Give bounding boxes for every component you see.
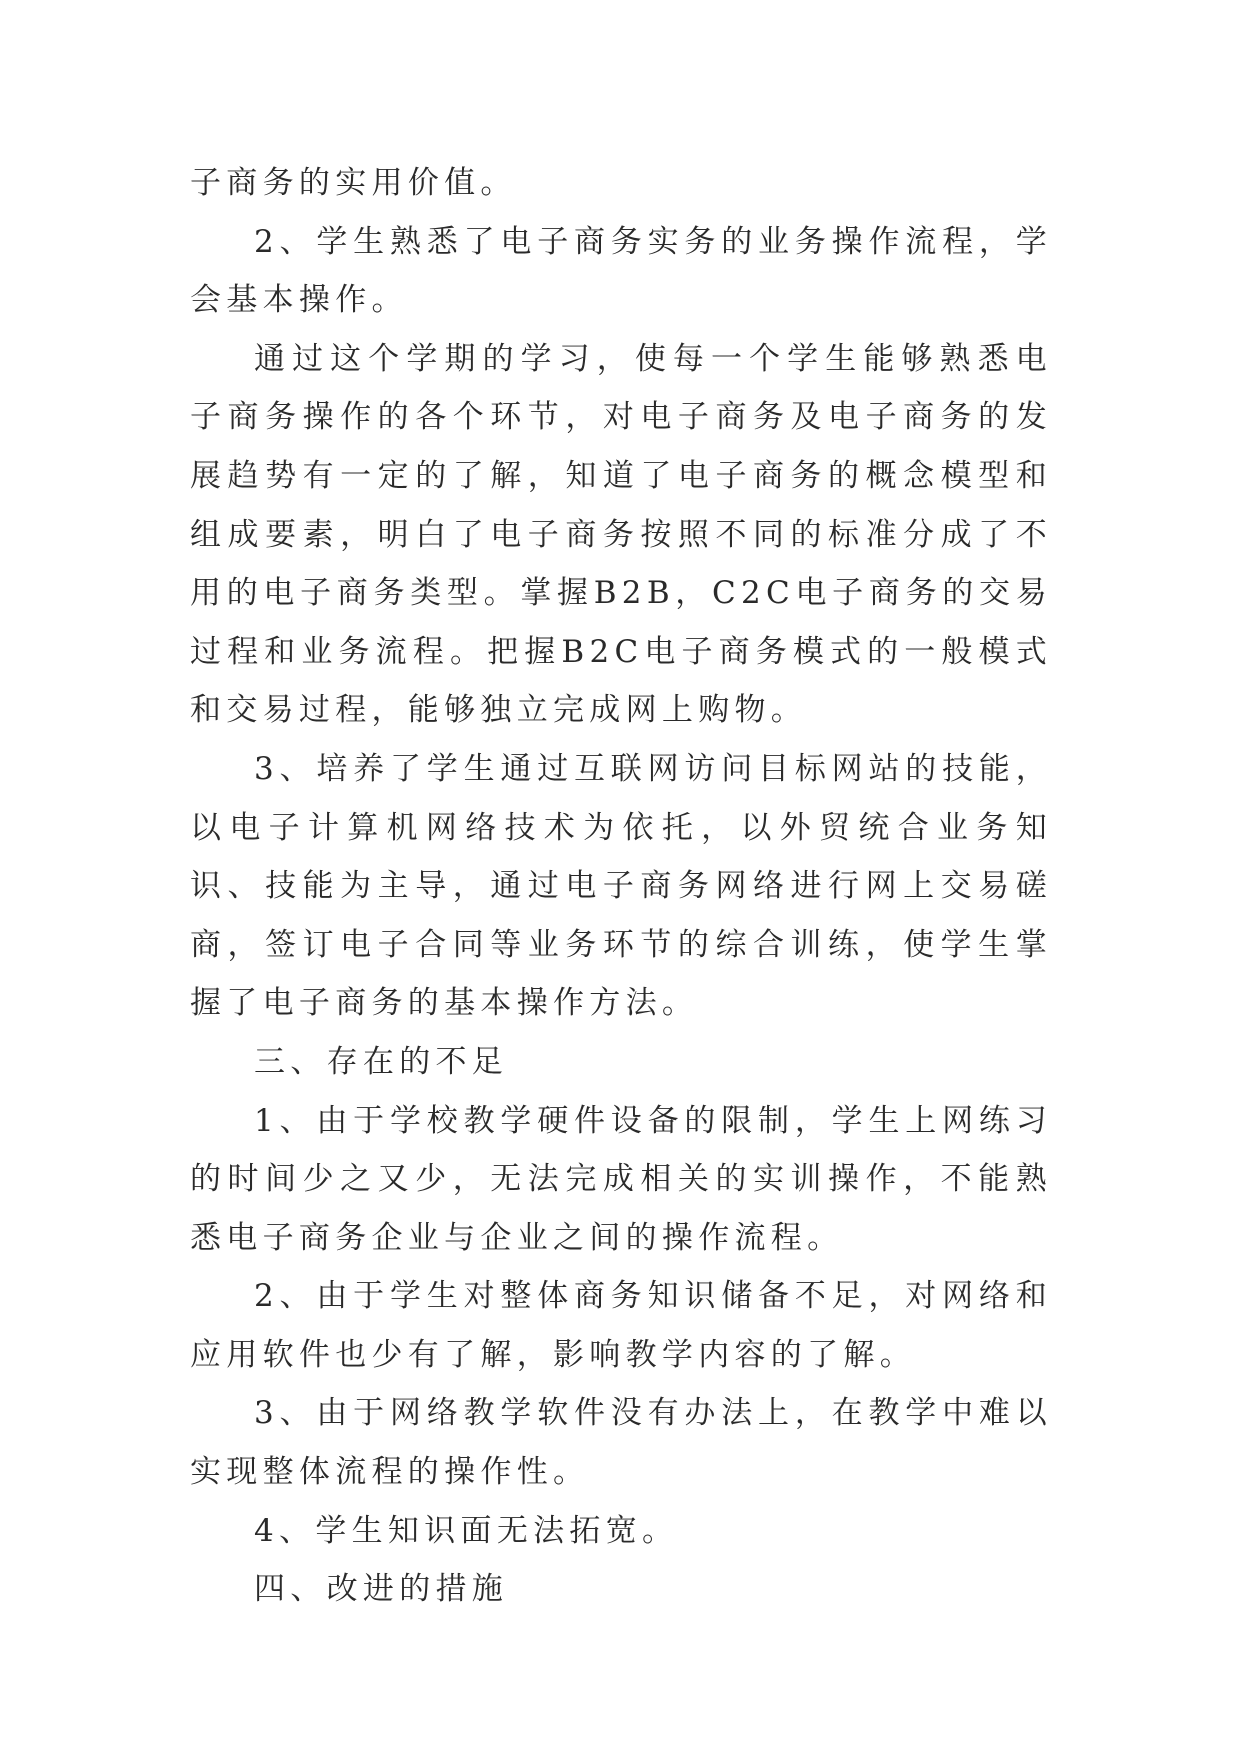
paragraph-item-2: 2、学生熟悉了电子商务实务的业务操作流程，学会基本操作。 <box>190 223 1052 319</box>
section-heading-improvements: 四、改进的措施 <box>254 1571 509 1608</box>
section-heading-shortcomings: 三、存在的不足 <box>254 1043 509 1080</box>
paragraph-body: 通过这个学期的学习，使每一个学生能够熟悉电子商务操作的各个环节，对电子商务及电子商务的发展趋势有一定的了解，知道了电子商务的概念模型和组成要素，明白了电子商务按照不同的标准分成了不用的电子商务类型。掌握B2B，C2C电子商务的交易过程和业务流程。把握B2C电子商务模式的一般模式和交易过程，能够独立完成网上购物。 <box>190 340 1052 729</box>
paragraph-continuation: 子商务的实用价值。 <box>190 165 517 201</box>
paragraph-shortcoming-3: 3、由于网络教学软件没有办法上，在教学中难以实现整体流程的操作性。 <box>190 1395 1052 1491</box>
paragraph-item-3: 3、培养了学生通过互联网访问目标网站的技能，以电子计算机网络技术为依托，以外贸统合业务知识、技能为主导，通过电子商务网络进行网上交易磋商，签订电子合同等业务环节的综合训练，使学生掌握了电子商务的基本操作方法。 <box>190 750 1052 1022</box>
paragraph-shortcoming-2: 2、由于学生对整体商务知识储备不足，对网络和应用软件也少有了解，影响教学内容的了解。 <box>190 1278 1052 1373</box>
paragraph-shortcoming-1: 1、由于学校教学硬件设备的限制，学生上网练习的时间少之又少，无法完成相关的实训操作，不能熟悉电子商务企业与企业之间的操作流程。 <box>190 1102 1052 1256</box>
document-page <box>190 154 1052 1619</box>
paragraph-shortcoming-4: 4、学生知识面无法拓宽。 <box>254 1512 679 1549</box>
